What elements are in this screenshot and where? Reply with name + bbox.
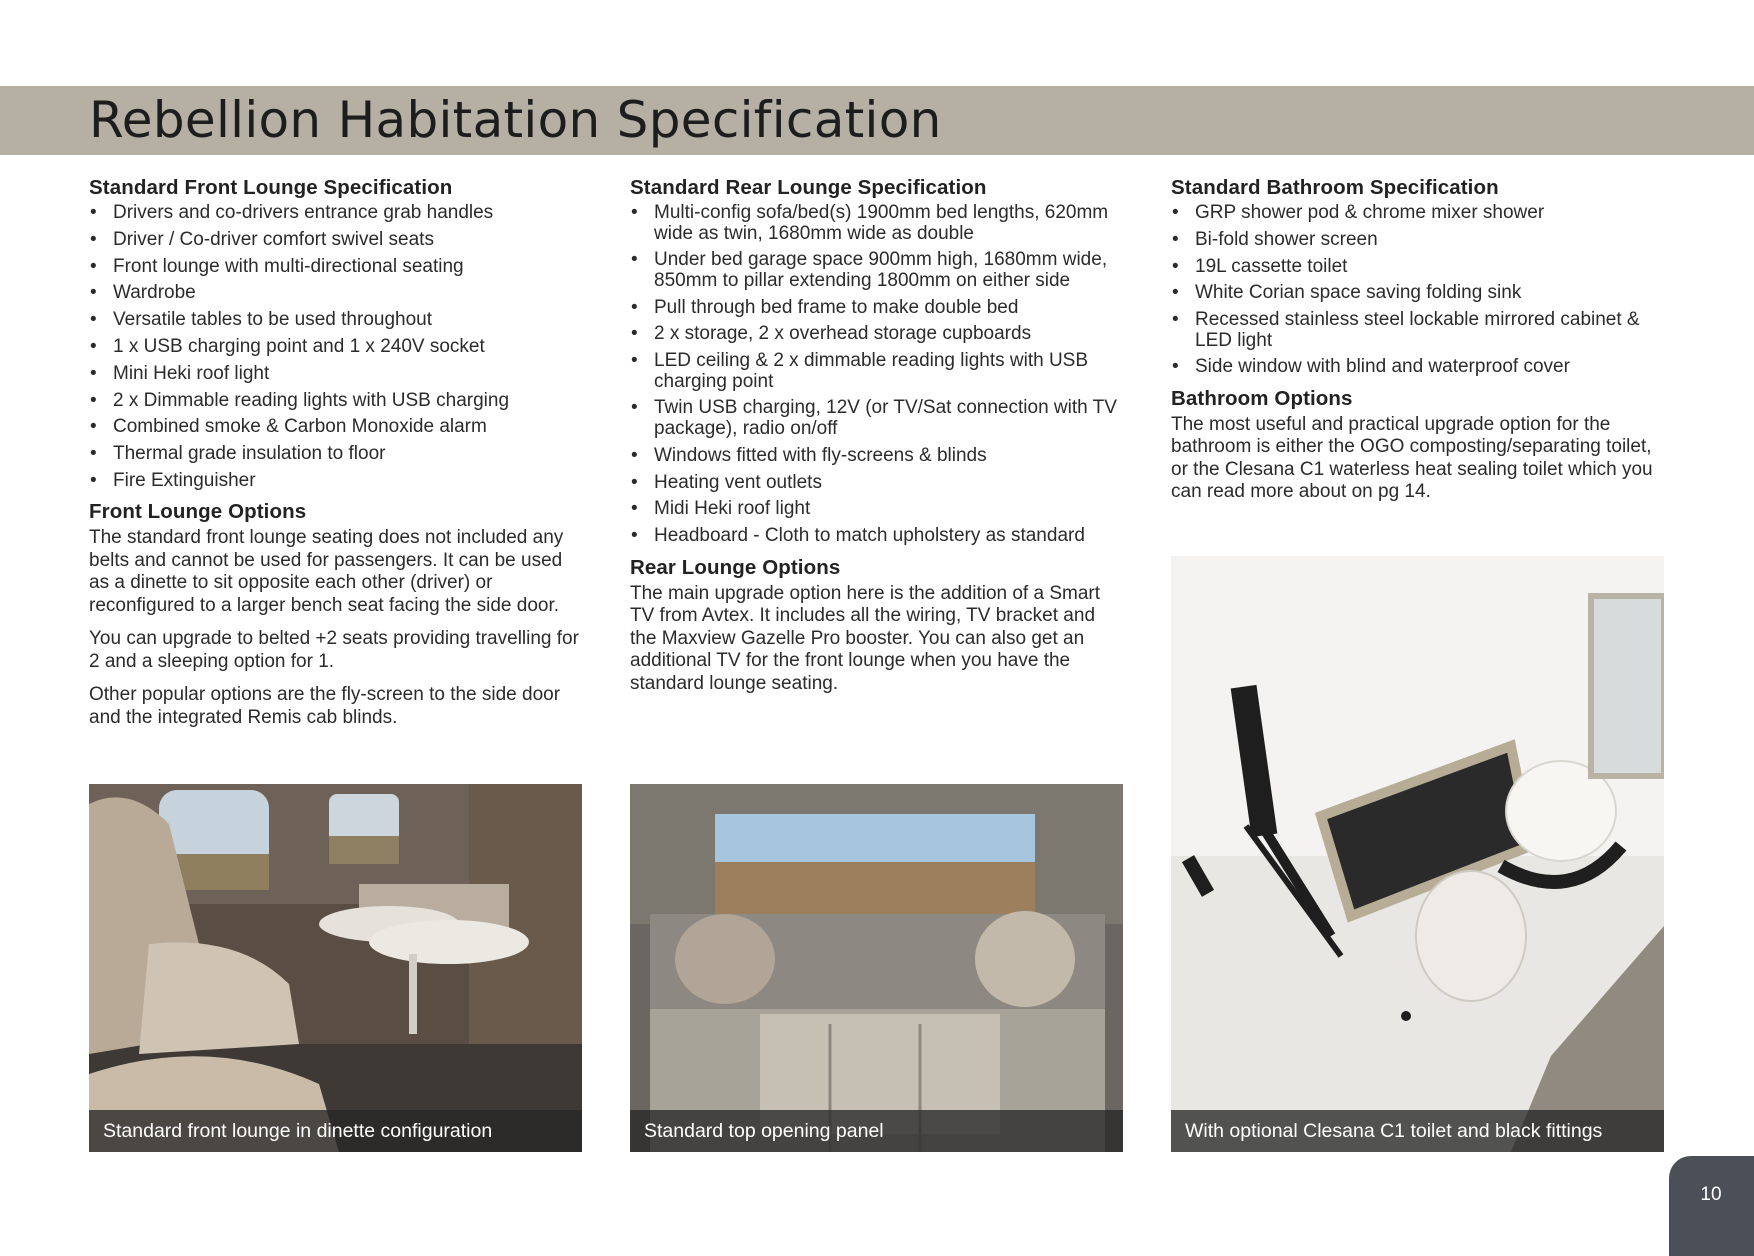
- bullet-icon: •: [90, 443, 97, 465]
- page-number: 10: [1700, 1184, 1722, 1205]
- list-item: • Combined smoke & Carbon Monoxide alarm: [90, 416, 487, 438]
- bullet-icon: •: [631, 525, 638, 547]
- bullet-icon: •: [631, 498, 638, 520]
- bullet-icon: •: [631, 323, 638, 345]
- rear-lounge-illustration: [630, 784, 1123, 1152]
- list-item: • Bi-fold shower screen: [1172, 228, 1378, 250]
- rear-lounge-options-heading: Rear Lounge Options: [630, 555, 841, 579]
- list-item: • GRP shower pod & chrome mixer shower: [1172, 202, 1545, 223]
- bullet-icon: •: [90, 309, 97, 331]
- list-item: • Under bed garage space 900mm high, 1680mm wide, 850mm to pillar extending 1800mm on either side: [631, 249, 1108, 291]
- list-item: • Thermal grade insulation to floor: [90, 443, 386, 465]
- list-item: • Driver / Co-driver comfort swivel seats: [90, 228, 434, 250]
- rear-options-paragraph: The main upgrade option here is the addition of a Smart TV from Avtex. It includes all the wiring, TV bracket and the Maxview Gazelle Pro booster. You can also get an additional TV for the front lounge when you have the standard lounge seating.: [630, 582, 1101, 694]
- bullet-icon: •: [90, 255, 97, 277]
- rear-lounge-list: [630, 203, 1124, 547]
- bullet-icon: •: [1172, 202, 1179, 223]
- bullet-icon: •: [90, 469, 97, 491]
- front-options-paragraph: You can upgrade to belted +2 seats providing travelling for 2 and a sleeping option for 1.: [89, 628, 579, 672]
- bathroom-caption: With optional Clesana C1 toilet and black fittings: [1171, 1110, 1664, 1152]
- rear-lounge-column: [630, 176, 1124, 706]
- front-lounge-column: [89, 176, 583, 740]
- bullet-icon: •: [90, 228, 97, 250]
- bullet-icon: •: [1172, 282, 1179, 304]
- bullet-icon: •: [631, 202, 638, 223]
- title-band: [0, 86, 1754, 155]
- bullet-icon: •: [90, 389, 97, 411]
- front-lounge-options-heading: Front Lounge Options: [89, 500, 307, 524]
- rear-lounge-caption: Standard top opening panel: [630, 1110, 1123, 1152]
- page-number-tab: [1669, 1156, 1754, 1256]
- list-item: • Multi-config sofa/bed(s) 1900mm bed lengths, 620mm wide as twin, 1680mm wide as double: [631, 202, 1109, 244]
- list-item: • LED ceiling & 2 x dimmable reading lights with USB charging point: [631, 350, 1089, 392]
- bullet-icon: •: [631, 296, 638, 318]
- bullet-icon: •: [1172, 228, 1179, 250]
- bathroom-options-paragraph: The most useful and practical upgrade option for the bathroom is either the OGO composting/separating toilet, or the Clesana C1 waterless heat sealing toilet which you can read more about on pg 14.: [1171, 413, 1653, 503]
- list-item: • 19L cassette toilet: [1172, 255, 1348, 277]
- bathroom-heading: Standard Bathroom Specification: [1171, 176, 1499, 199]
- list-item: • Midi Heki roof light: [631, 498, 811, 520]
- list-item: • Fire Extinguisher: [90, 469, 256, 491]
- bullet-icon: •: [631, 350, 638, 372]
- bullet-icon: •: [90, 416, 97, 438]
- list-item: • Pull through bed frame to make double bed: [631, 296, 1019, 318]
- bathroom-list: [1171, 203, 1665, 378]
- bullet-icon: •: [90, 202, 97, 223]
- bullet-icon: •: [90, 282, 97, 304]
- bathroom-illustration: [1171, 556, 1664, 1152]
- list-item: • Heating vent outlets: [631, 471, 822, 493]
- list-item: • Side window with blind and waterproof cover: [1172, 356, 1570, 378]
- front-options-paragraph: Other popular options are the fly-screen to the side door and the integrated Remis cab blinds.: [89, 684, 561, 728]
- front-lounge-list: [89, 203, 583, 491]
- bullet-icon: •: [1172, 356, 1179, 378]
- front-options-paragraph: The standard front lounge seating does not included any belts and cannot be used for passengers. It can be used as a dinette to sit opposite each other (driver) or reconfigured to a larger bench seat facing the side door.: [89, 527, 564, 616]
- front-lounge-photo: [89, 784, 582, 1152]
- list-item: • Drivers and co-drivers entrance grab handles: [90, 202, 494, 223]
- bullet-icon: •: [90, 362, 97, 384]
- front-lounge-caption: Standard front lounge in dinette configuration: [89, 1110, 582, 1152]
- list-item: • Front lounge with multi-directional seating: [90, 255, 464, 277]
- bullet-icon: •: [1172, 309, 1179, 331]
- bullet-icon: •: [631, 397, 638, 419]
- list-item: • 2 x storage, 2 x overhead storage cupboards: [631, 323, 1032, 345]
- list-item: • Mini Heki roof light: [90, 362, 270, 384]
- list-item: • Recessed stainless steel lockable mirrored cabinet & LED light: [1172, 309, 1640, 351]
- bullet-icon: •: [631, 249, 638, 271]
- front-lounge-illustration: [89, 784, 582, 1152]
- bullet-icon: •: [1172, 255, 1179, 277]
- rear-lounge-photo: [630, 784, 1123, 1152]
- rear-lounge-heading: Standard Rear Lounge Specification: [630, 176, 987, 199]
- front-lounge-heading: Standard Front Lounge Specification: [89, 176, 453, 199]
- list-item: • Windows fitted with fly-screens & blinds: [631, 444, 987, 466]
- bullet-icon: •: [631, 444, 638, 466]
- list-item: • White Corian space saving folding sink: [1172, 282, 1522, 304]
- list-item: • Versatile tables to be used throughout: [90, 309, 433, 331]
- list-item: • Wardrobe: [90, 282, 196, 304]
- list-item: • 1 x USB charging point and 1 x 240V socket: [90, 335, 485, 357]
- bathroom-options-heading: Bathroom Options: [1171, 386, 1353, 410]
- bullet-icon: •: [631, 471, 638, 493]
- list-item: • 2 x Dimmable reading lights with USB charging: [90, 389, 510, 411]
- list-item: • Headboard - Cloth to match upholstery as standard: [631, 525, 1085, 547]
- bathroom-photo: [1171, 556, 1664, 1152]
- bullet-icon: •: [90, 335, 97, 357]
- list-item: • Twin USB charging, 12V (or TV/Sat connection with TV package), radio on/off: [631, 397, 1117, 439]
- page-title: Rebellion Habitation Specification: [89, 91, 942, 149]
- bathroom-column: [1171, 176, 1665, 515]
